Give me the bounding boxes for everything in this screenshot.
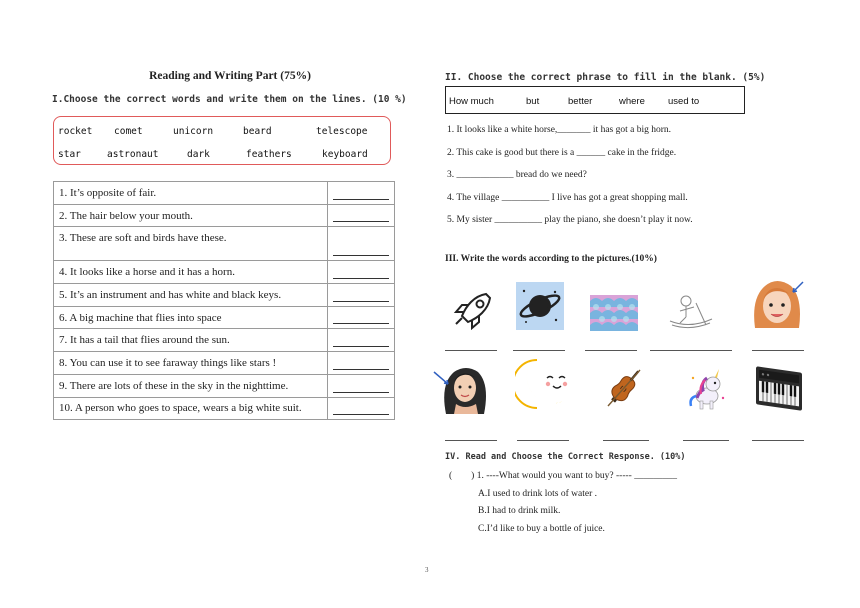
saturn-icon [516,282,564,330]
sentence: 4. The village __________ I live has got a great shopping mall. [447,193,688,203]
page-number: 3 [425,566,429,574]
q4-option[interactable]: C.I’d like to buy a bottle of juice. [478,524,605,534]
answer-line[interactable] [603,440,649,441]
answer-line[interactable] [752,350,804,351]
question-text: 9. There are lots of these in the sky in the nighttime. [54,374,328,397]
answer-line[interactable] [445,440,497,441]
question-text: 8. You can use it to see faraway things like stars ! [54,352,328,375]
crescent-moon-icon [515,356,573,412]
word-bank-item: unicorn [173,126,214,137]
feathers-icon [590,295,638,331]
rocket-icon [450,288,496,330]
sentence: 3. ____________ bread do we need? [447,170,587,180]
question-text: 5. It’s an instrument and has white and black keys. [54,284,328,307]
answer-blank[interactable] [328,284,395,307]
table-row [54,306,395,329]
sentence: 1. It looks like a white horse,_______ it has got a big horn. [447,125,672,135]
word-bank-item: telescope [316,126,368,137]
violin-icon [604,366,644,410]
question-text: 1. It’s opposite of fair. [54,182,328,205]
answer-line[interactable] [650,350,732,351]
answer-line[interactable] [513,350,565,351]
word-bank-item: rocket [58,126,93,137]
girl-face-icon [749,278,805,332]
section4-heading: IV. Read and Choose the Correct Response. (10%) [445,452,686,462]
question-text: 7. It has a tail that flies around the sun. [54,329,328,352]
answer-blank[interactable] [328,227,395,261]
unicorn-icon [685,368,729,412]
section1-heading: I.Choose the correct words and write them on the lines. (10 %) [52,94,407,105]
table-row [54,374,395,397]
table-row [54,284,395,307]
page-title: Reading and Writing Part (75%) [149,70,311,82]
q4-prompt: ( ) 1. ----What would you want to buy? ----- _________ [449,471,677,481]
answer-blank[interactable] [328,261,395,284]
word-bank-item: dark [187,149,210,160]
answer-line[interactable] [683,440,729,441]
phrase-item: but [526,96,540,107]
word-bank-item: beard [243,126,272,137]
answer-blank[interactable] [328,374,395,397]
answer-line[interactable] [585,350,637,351]
table-row [54,329,395,352]
answer-blank[interactable] [328,329,395,352]
section2-heading: II. Choose the correct phrase to fill in the blank. (5%) [445,72,766,83]
phrase-item: where [619,96,645,107]
table-row [54,352,395,375]
q4-option[interactable]: B.I had to drink milk. [478,506,561,516]
question-text: 6. A big machine that flies into space [54,306,328,329]
answer-blank[interactable] [328,204,395,227]
phrase-item: better [568,96,593,107]
question-text: 4. It looks like a horse and it has a horn. [54,261,328,284]
table-row [54,182,395,205]
boat-sketch-icon [666,293,714,331]
answer-line[interactable] [517,440,569,441]
word-bank-item: keyboard [322,149,368,160]
table-row [54,261,395,284]
answer-line[interactable] [752,440,804,441]
question-text: 10. A person who goes to space, wears a big white suit. [54,397,328,420]
q4-option[interactable]: A.I used to drink lots of water . [478,489,597,499]
answer-blank[interactable] [328,306,395,329]
answer-blank[interactable] [328,182,395,205]
word-bank-item: star [58,149,81,160]
table-row [54,204,395,227]
word-bank-item: comet [114,126,143,137]
woman-dark-hair-icon [432,364,496,414]
question-text: 2. The hair below your mouth. [54,204,328,227]
answer-blank[interactable] [328,352,395,375]
sentence: 2. This cake is good but there is a ______ cake in the fridge. [447,148,677,158]
section3-heading: III. Write the words according to the pictures.(10%) [445,254,657,264]
answer-blank[interactable] [328,397,395,420]
table-row [54,227,395,261]
questions-table [53,181,395,420]
question-text: 3. These are soft and birds have these. [54,227,328,261]
keyboard-icon [754,364,804,412]
phrase-item: How much [449,96,494,107]
sentence: 5. My sister __________ play the piano, she doesn’t play it now. [447,215,693,225]
answer-line[interactable] [445,350,497,351]
word-bank-item: feathers [246,149,292,160]
phrase-item: used to [668,96,700,107]
word-bank-item: astronaut [107,149,159,160]
table-row [54,397,395,420]
